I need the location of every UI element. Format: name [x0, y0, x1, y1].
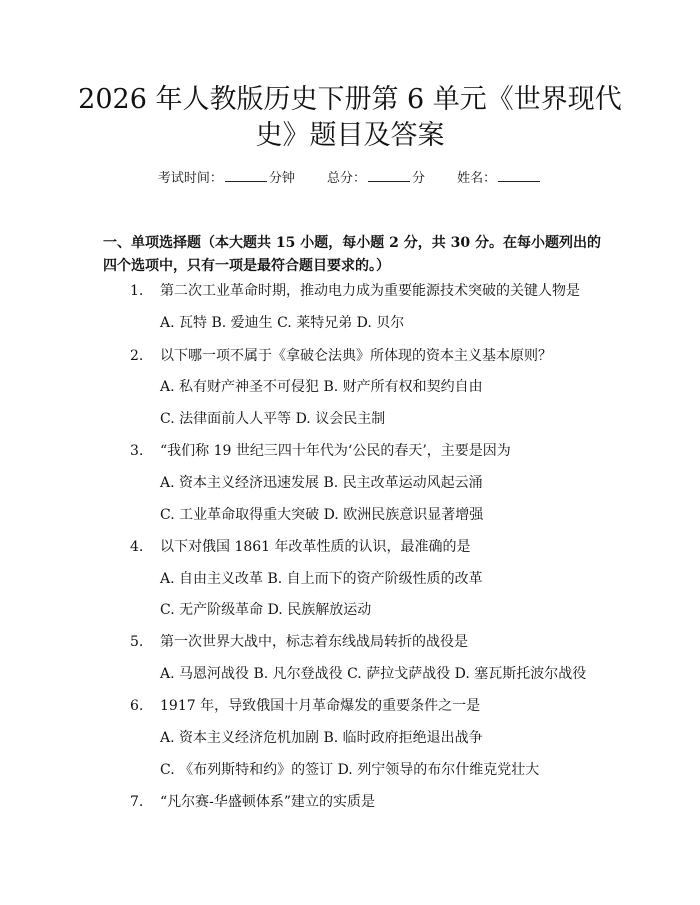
question-4-options-line-1: A. 自由主义改革 B. 自上而下的资产阶级性质的改革 — [160, 571, 483, 587]
exam-time-unit: 分钟 — [268, 171, 295, 186]
question-1-options-line-1: A. 瓦特 B. 爱迪生 C. 莱特兄弟 D. 贝尔 — [160, 315, 405, 331]
student-name-label: 姓名： — [457, 171, 497, 186]
question-3 — [130, 441, 511, 461]
section-header: 一、单项选择题（本大题共 15 小题，每小题 2 分，共 30 分。在每小题列出的四个选项中，只有一项是最符合题目要求的。） — [103, 235, 601, 274]
question-number: 3. — [130, 443, 144, 459]
question-2 — [130, 346, 552, 366]
question-3-options-line-1: A. 资本主义经济迅速发展 B. 民主改革运动风起云涌 — [160, 475, 483, 491]
exam-time-label: 考试时间： — [157, 171, 223, 186]
question-number: 2. — [130, 348, 144, 364]
question-6 — [130, 696, 480, 716]
question-4 — [130, 537, 471, 557]
exam-info-line — [0, 168, 700, 189]
student-name-field — [457, 168, 542, 189]
question-5-options-line-1: A. 马恩河战役 B. 凡尔登战役 C. 萨拉戈萨战役 D. 塞瓦斯托波尔战役 — [160, 666, 587, 682]
question-stem: 第二次工业革命时期，推动电力成为重要能源技术突破的关键人物是 — [160, 283, 580, 299]
question-number: 6. — [130, 698, 144, 714]
question-2-options-line-2: C. 法律面前人人平等 D. 议会民主制 — [160, 411, 386, 427]
question-stem: 第一次世界大战中，标志着东线战局转折的战役是 — [160, 634, 468, 650]
question-5 — [130, 632, 468, 652]
document-title: 2026 年人教版历史下册第 6 单元《世界现代史》题目及答案 — [78, 84, 622, 151]
question-stem: 以下哪一项不属于《拿破仑法典》所体现的资本主义基本原则？ — [160, 348, 552, 364]
question-stem: “我们称 19 世纪三四十年代为‘公民的春天’，主要是因为 — [160, 443, 511, 459]
student-name-blank — [498, 168, 540, 182]
question-6-options-line-2: C. 《布列斯特和约》的签订 D. 列宁领导的布尔什维克党壮大 — [160, 762, 540, 778]
exam-time-field — [158, 168, 295, 189]
question-6-options-line-1: A. 资本主义经济危机加剧 B. 临时政府拒绝退出战争 — [160, 730, 483, 746]
exam-time-blank — [225, 168, 267, 182]
question-7 — [130, 792, 375, 812]
total-score-field — [327, 168, 425, 189]
question-number: 7. — [130, 794, 144, 810]
total-score-label: 总分： — [326, 171, 366, 186]
question-2-options-line-1: A. 私有财产神圣不可侵犯 B. 财产所有权和契约自由 — [160, 379, 483, 395]
question-stem: 1917 年，导致俄国十月革命爆发的重要条件之一是 — [160, 698, 481, 714]
question-number: 1. — [130, 283, 144, 299]
question-number: 5. — [130, 634, 144, 650]
question-stem: 以下对俄国 1861 年改革性质的认识，最准确的是 — [160, 539, 471, 555]
question-3-options-line-2: C. 工业革命取得重大突破 D. 欧洲民族意识显著增强 — [160, 507, 484, 523]
question-stem: “凡尔赛-华盛顿体系”建立的实质是 — [160, 794, 376, 810]
question-1 — [130, 281, 580, 301]
question-number: 4. — [130, 539, 144, 555]
question-4-options-line-2: C. 无产阶级革命 D. 民族解放运动 — [160, 602, 372, 618]
total-score-unit: 分 — [412, 171, 426, 186]
total-score-blank — [368, 168, 410, 182]
